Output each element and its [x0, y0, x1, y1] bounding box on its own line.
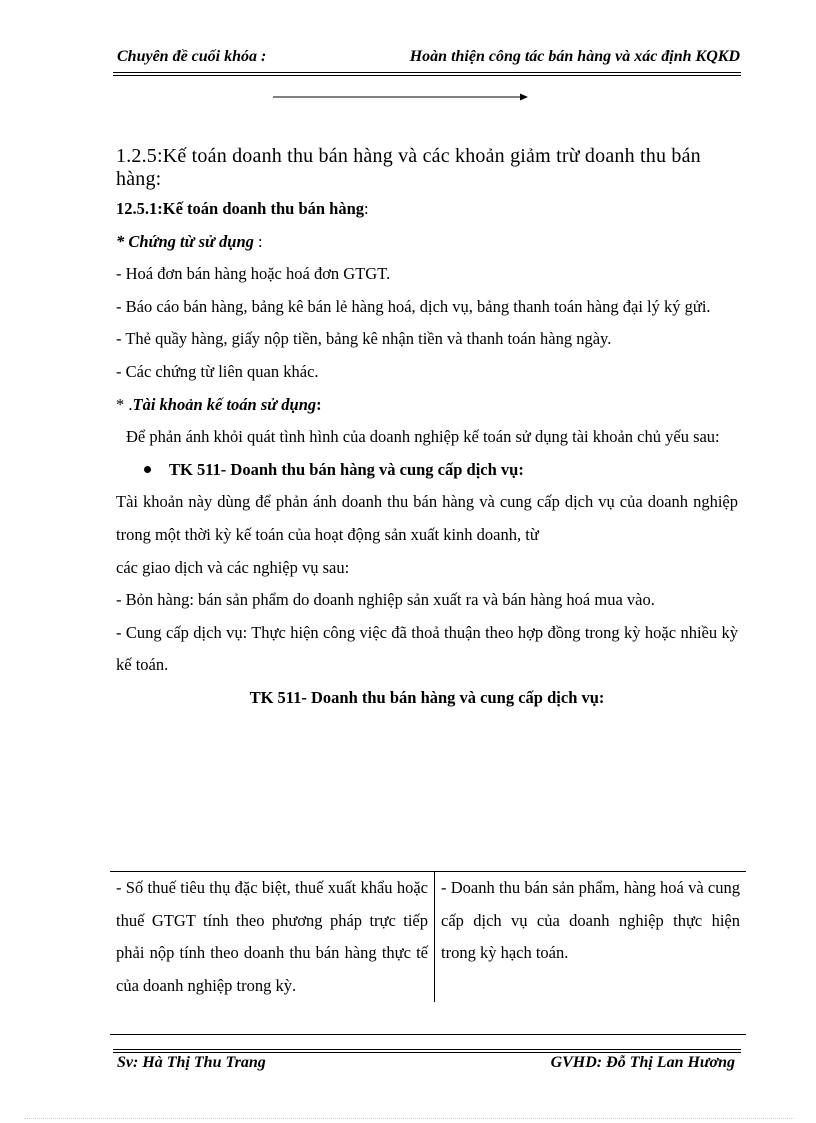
header-rule-bottom	[113, 75, 741, 76]
accounts-heading-suffix: :	[316, 394, 322, 414]
account-item: - Bỏn hàng: bán sản phẩm do doanh nghiệp sản xuất ra và bán hàng hoá mua vào.	[116, 590, 655, 610]
documents-item: - Thẻ quầy hàng, giấy nộp tiền, bảng kê nhận tiền và thanh toán hàng ngày.	[116, 329, 612, 349]
accounts-intro: Để phản ánh khỏi quát tình hình của doanh nghiệp kế toán sử dụng tài khoản chủ yếu sau:	[126, 427, 720, 447]
documents-heading	[116, 226, 738, 259]
table-bottom-rule	[110, 1034, 746, 1035]
documents-item: - Các chứng từ liên quan khác.	[116, 361, 319, 381]
footer-student: Sv: Hà Thị Thu Trang	[117, 1054, 266, 1071]
documents-heading-text: * Chứng từ sử dụng	[116, 231, 254, 251]
footer-advisor: GVHD: Đỗ Thị Lan Hương	[550, 1054, 735, 1071]
documents-item: - Báo cáo bán hàng, bảng kê bán lẻ hàng hoá, dịch vụ, bảng thanh toán hàng đại lý ký gửi.	[116, 296, 711, 316]
credit-cell: - Doanh thu bán sản phẩm, hàng hoá và cung cấp dịch vụ của doanh nghiệp thực hiện trong kỳ hạch toán.	[435, 872, 747, 1003]
header-rule-top	[113, 72, 741, 73]
table-row	[110, 872, 746, 1003]
accounts-heading-prefix: * .	[116, 394, 133, 414]
table-title: TK 511- Doanh thu bán hàng và cung cấp dịch vụ:	[249, 687, 605, 707]
section-title: 1.2.5:Kế toán doanh thu bán hàng và các khoản giảm trừ doanh thu bán hàng:	[116, 145, 701, 190]
accounts-heading-text: Tài khoản kế toán sử dụng	[132, 394, 317, 414]
subsection-title	[116, 193, 738, 226]
subsection-title-text: 12.5.1:Kế toán doanh thu bán hàng	[116, 199, 365, 218]
account-bullet	[116, 454, 738, 487]
accounts-heading	[116, 389, 738, 422]
documents-item: - Hoá đơn bán hàng hoặc hoá đơn GTGT.	[116, 264, 391, 284]
footer-rule-top	[113, 1049, 741, 1050]
page-edge-dotted-line	[24, 1118, 794, 1119]
account-item: - Cung cấp dịch vụ: Thực hiện công việc đã thoả thuận theo hợp đồng trong kỳ hoặc nhiều kỳ kế toán.	[116, 622, 738, 675]
page-body	[116, 145, 738, 714]
account-bullet-text: TK 511- Doanh thu bán hàng và cung cấp dịch vụ:	[169, 459, 524, 479]
debit-cell: - Số thuế tiêu thụ đặc biệt, thuế xuất khẩu hoặc thuế GTGT tính theo phương pháp trực tiếp phải nộp tính theo doanh thu bán hàng thực tế của doanh nghiệp trong kỳ.	[110, 872, 435, 1003]
account-description-cont: các giao dịch và các nghiệp vụ sau:	[116, 557, 350, 577]
footer-rule-bottom	[113, 1052, 741, 1053]
documents-heading-suffix: :	[253, 231, 263, 251]
arrow-right-icon	[273, 92, 528, 102]
header-left-text: Chuyên đề cuối khóa :	[117, 48, 267, 65]
account-t-table	[110, 871, 746, 1002]
subsection-title-suffix: :	[364, 199, 369, 218]
bullet-dot-icon	[144, 466, 151, 473]
account-description: Tài khoản này dùng để phản ánh doanh thu bán hàng và cung cấp dịch vụ của doanh nghiệp trong một thời kỳ kế toán của hoạt động sản xuất kinh doanh, từ	[116, 492, 738, 544]
header-right-text: Hoàn thiện công tác bán hàng và xác định KQKD	[409, 48, 740, 65]
